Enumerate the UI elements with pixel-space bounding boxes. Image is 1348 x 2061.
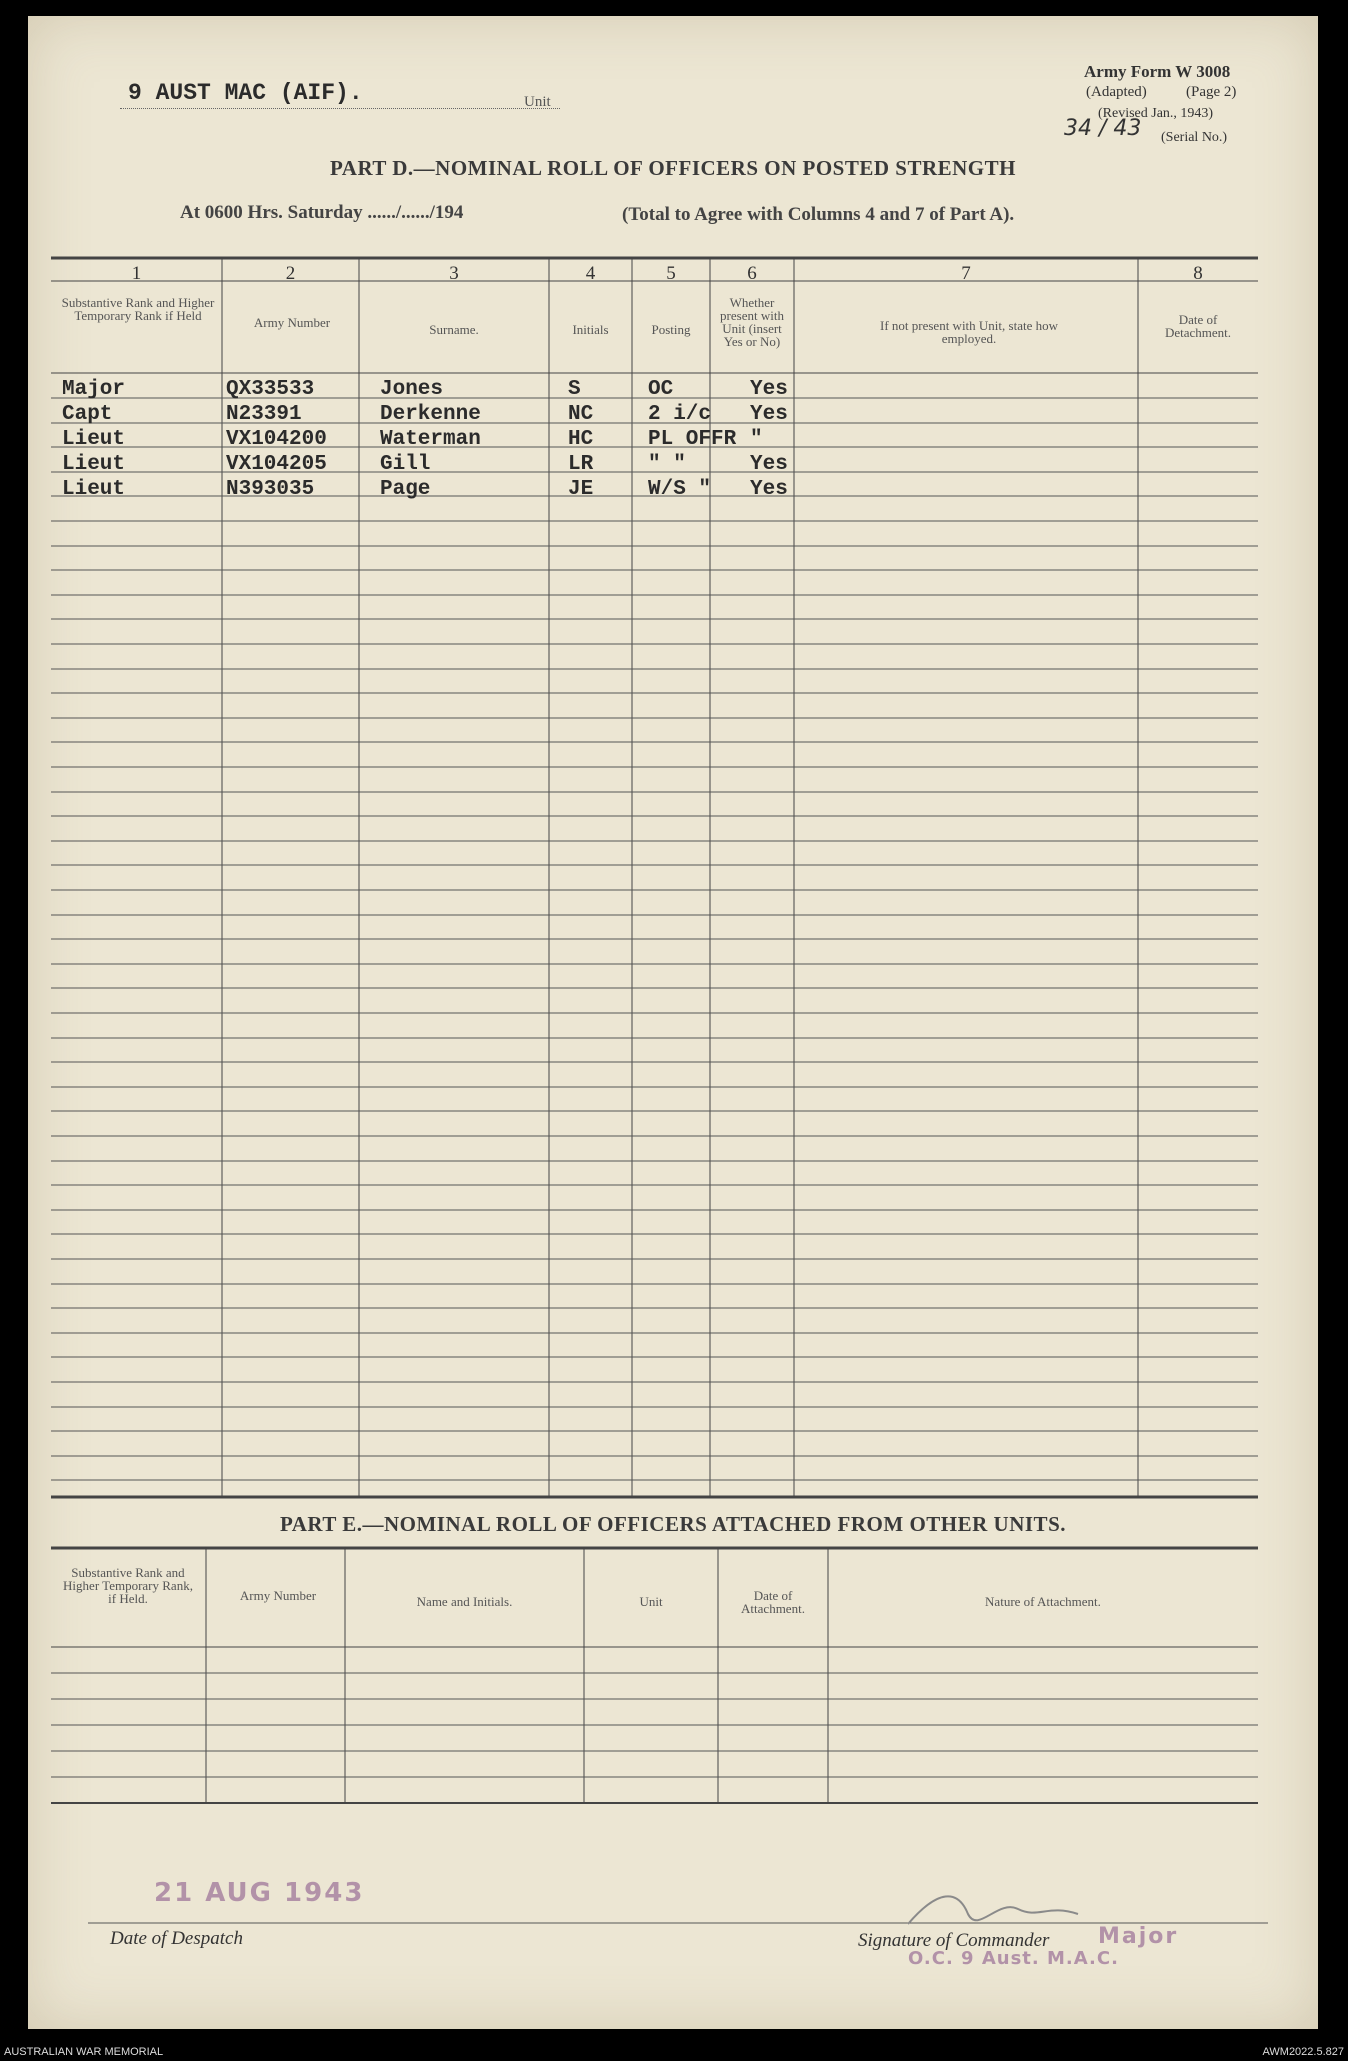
cell-posting: OC: [648, 378, 674, 401]
total-line: (Total to Agree with Columns 4 and 7 of Part A).: [622, 204, 1015, 225]
col-number-6: 6: [747, 263, 757, 284]
cell-initials: LR: [568, 453, 594, 476]
col-header-surname: Surname.: [429, 322, 479, 337]
cell-posting: W/S ": [648, 478, 712, 501]
form-adapted: (Adapted): [1086, 84, 1147, 100]
e-header-army-number: Army Number: [239, 1588, 317, 1603]
cell-army-number: N393035: [226, 478, 315, 501]
e-header-nature: Nature of Attachment.: [985, 1594, 1101, 1609]
cell-rank: Lieut: [62, 478, 126, 501]
col-header-initials: Initials: [572, 322, 609, 337]
serial-label: (Serial No.): [1161, 130, 1228, 145]
cell-rank: Lieut: [62, 428, 126, 451]
cell-army-number: VX104205: [226, 453, 327, 476]
unit-stamp: O.C. 9 Aust. M.A.C.: [908, 1948, 1119, 1969]
serial-value: 34 / 43: [1064, 116, 1142, 141]
date-stamp: 21 AUG 1943: [154, 1878, 365, 1908]
form-id: Army Form W 3008: [1084, 62, 1231, 81]
signature-label: Signature of Commander: [858, 1930, 1050, 1951]
cell-present: ": [750, 428, 763, 451]
cell-army-number: QX33533: [226, 378, 315, 401]
part-e-title: PART E.—NOMINAL ROLL OF OFFICERS ATTACHED FROM OTHER UNITS.: [279, 1512, 1066, 1536]
col-number-2: 2: [285, 263, 296, 284]
col-header-army-number: Army Number: [253, 315, 331, 330]
form-page: (Page 2): [1186, 84, 1237, 100]
credit-left: AUSTRALIAN WAR MEMORIAL: [4, 2046, 164, 2058]
col-header-not-present: If not present with Unit, state how employed.: [880, 318, 1058, 346]
cell-surname: Waterman: [380, 428, 481, 451]
cell-army-number: N23391: [226, 403, 302, 426]
col-header-posting: Posting: [651, 322, 691, 337]
col-number-5: 5: [666, 263, 676, 284]
cell-rank: Lieut: [62, 453, 126, 476]
col-number-4: 4: [585, 263, 596, 284]
col-number-8: 8: [1193, 263, 1203, 284]
unit-label: Unit: [524, 94, 551, 110]
form-sheet: [28, 16, 1318, 2029]
signature-scribble: [898, 1884, 1098, 1944]
cell-initials: JE: [568, 478, 594, 501]
cell-initials: HC: [568, 428, 594, 451]
e-header-name: Name and Initials.: [416, 1594, 513, 1609]
part-d-grid: [28, 16, 1318, 2029]
cell-rank: Capt: [62, 403, 113, 426]
at-line: At 0600 Hrs. Saturday ....../....../194: [180, 202, 464, 223]
cell-present: Yes: [750, 453, 788, 476]
cell-present: Yes: [750, 403, 788, 426]
cell-initials: S: [568, 378, 581, 401]
e-header-date: Date of Attachment.: [741, 1588, 805, 1616]
cell-posting: PL OFFR: [648, 428, 737, 451]
cell-surname: Gill: [380, 453, 431, 476]
cell-surname: Derkenne: [380, 403, 481, 426]
e-header-rank: Substantive Rank and Higher Temporary Rank, if Held.: [63, 1565, 193, 1606]
col-header-detachment-date: Date of Detachment.: [1164, 312, 1232, 340]
cell-present: Yes: [750, 478, 788, 501]
cell-surname: Page: [380, 478, 431, 501]
col-header-present: Whether present with Unit (insert Yes or No): [720, 295, 784, 349]
date-of-despatch-label: Date of Despatch: [110, 1928, 243, 1949]
cell-posting: 2 i/c: [648, 403, 712, 426]
col-header-rank: Substantive Rank and Higher Temporary Rank if Held: [61, 295, 215, 323]
col-number-3: 3: [449, 263, 459, 284]
unit-value: 9 AUST MAC (AIF).: [128, 80, 363, 106]
cell-rank: Major: [62, 378, 126, 401]
cell-initials: NC: [568, 403, 594, 426]
cell-present: Yes: [750, 378, 788, 401]
col-number-7: 7: [961, 263, 971, 284]
cell-army-number: VX104200: [226, 428, 327, 451]
form-revised: (Revised Jan., 1943): [1098, 106, 1214, 121]
cell-surname: Jones: [380, 378, 444, 401]
col-number-1: 1: [131, 263, 142, 284]
credit-right: AWM2022.5.827: [1262, 2046, 1344, 2058]
e-header-unit: Unit: [639, 1594, 663, 1609]
rank-stamp: Major: [1098, 1924, 1179, 1949]
part-d-title: PART D.—NOMINAL ROLL OF OFFICERS ON POSTED STRENGTH: [330, 156, 1016, 180]
cell-posting: " ": [648, 453, 686, 476]
